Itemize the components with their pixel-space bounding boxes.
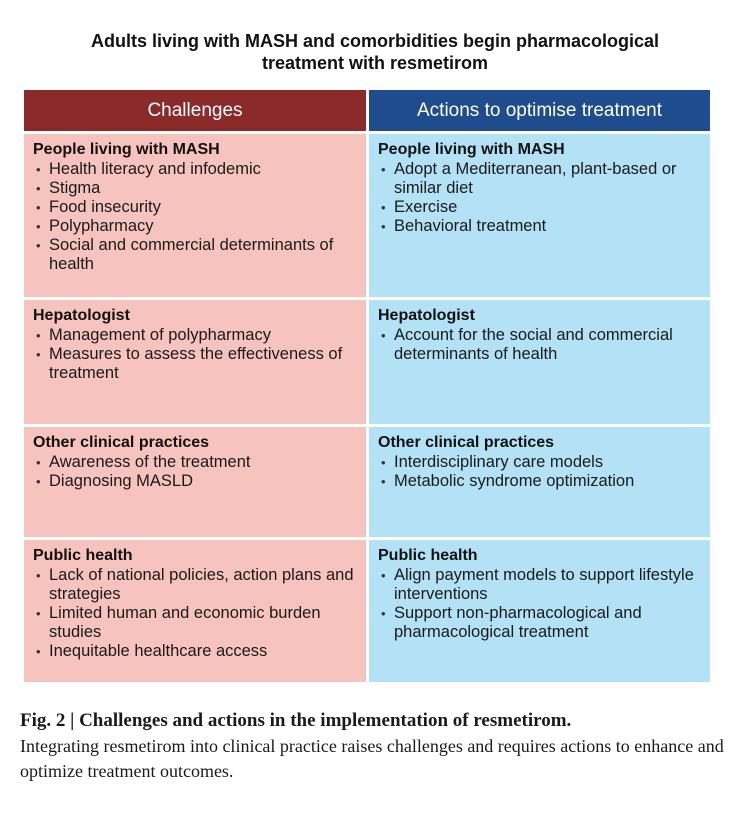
action-list xyxy=(378,326,702,364)
list-item: • Align payment models to support lifestyle interventions xyxy=(381,566,694,603)
list-item: • Account for the social and commercial determinants of health xyxy=(381,326,673,363)
challenges-cell-people xyxy=(24,134,366,297)
actions-cell-people xyxy=(369,134,710,297)
action-list xyxy=(378,160,702,236)
list-item: • Social and commercial determinants of health xyxy=(36,236,334,273)
bullet-icon: • xyxy=(36,200,41,215)
bullet-icon: • xyxy=(36,238,41,253)
challenges-header: Challenges xyxy=(24,90,366,131)
bullet-icon: • xyxy=(36,162,41,177)
bullet-icon: • xyxy=(36,219,41,234)
actions-cell-hepatologist xyxy=(369,300,710,424)
caption-title: Fig. 2 | Challenges and actions in the implementation of resmetirom. xyxy=(20,710,572,731)
list-item: • Adopt a Mediterranean, plant-based or similar diet xyxy=(381,160,677,197)
cell-heading: People living with MASH xyxy=(378,141,565,158)
list-item: • Management of polypharmacy xyxy=(36,326,271,344)
bullet-icon: • xyxy=(381,606,386,621)
bullet-icon: • xyxy=(36,181,41,196)
challenge-list xyxy=(33,160,358,274)
caption-text: Integrating resmetirom into clinical practice raises challenges and requires actions to enhance and optimize treatment outcomes. xyxy=(20,736,724,781)
bullet-icon: • xyxy=(381,328,386,343)
bullet-icon: • xyxy=(381,162,386,177)
figure-title-line-1: Adults living with MASH and comorbidities begin pharmacological xyxy=(90,31,660,51)
action-list xyxy=(378,566,702,642)
bullet-icon: • xyxy=(36,606,41,621)
challenges-cell-hepatologist xyxy=(24,300,366,424)
list-item: • Limited human and economic burden studies xyxy=(36,604,321,641)
list-item: • Support non-pharmacological and pharmacological treatment xyxy=(381,604,642,641)
figure-caption xyxy=(20,708,732,784)
actions-header: Actions to optimise treatment xyxy=(369,90,710,131)
figure-title-line-2: treatment with resmetirom xyxy=(261,53,489,73)
actions-cell-public-health xyxy=(369,540,710,682)
bullet-icon: • xyxy=(36,568,41,583)
action-list xyxy=(378,453,702,491)
challenges-cell-clinical-practices xyxy=(24,427,366,537)
cell-heading: People living with MASH xyxy=(33,141,220,158)
bullet-icon: • xyxy=(36,474,41,489)
figure-title xyxy=(20,30,730,74)
list-item: • Diagnosing MASLD xyxy=(36,472,193,490)
list-item: • Food insecurity xyxy=(36,198,161,216)
bullet-icon: • xyxy=(36,328,41,343)
list-item: • Health literacy and infodemic xyxy=(36,160,261,178)
bullet-icon: • xyxy=(36,644,41,659)
list-item: • Measures to assess the effectiveness of treatment xyxy=(36,345,343,382)
list-item: • Polypharmacy xyxy=(36,217,154,235)
challenge-list xyxy=(33,453,358,491)
bullet-icon: • xyxy=(381,568,386,583)
cell-heading: Hepatologist xyxy=(378,307,475,324)
list-item: • Interdisciplinary care models xyxy=(381,453,604,471)
challenges-cell-public-health xyxy=(24,540,366,682)
list-item: • Lack of national policies, action plans and strategies xyxy=(36,566,354,603)
list-item: • Exercise xyxy=(381,198,458,216)
list-item: • Stigma xyxy=(36,179,101,197)
bullet-icon: • xyxy=(36,455,41,470)
cell-heading: Public health xyxy=(378,547,478,564)
list-item: • Inequitable healthcare access xyxy=(36,642,268,660)
cell-heading: Other clinical practices xyxy=(378,434,555,451)
list-item: • Awareness of the treatment xyxy=(36,453,251,471)
challenge-list xyxy=(33,326,358,383)
cell-heading: Other clinical practices xyxy=(33,434,210,451)
bullet-icon: • xyxy=(381,200,386,215)
actions-cell-clinical-practices xyxy=(369,427,710,537)
cell-heading: Public health xyxy=(33,547,133,564)
bullet-icon: • xyxy=(381,474,386,489)
list-item: • Behavioral treatment xyxy=(381,217,547,235)
list-item: • Metabolic syndrome optimization xyxy=(381,472,635,490)
bullet-icon: • xyxy=(381,455,386,470)
challenge-list xyxy=(33,566,358,661)
bullet-icon: • xyxy=(381,219,386,234)
cell-heading: Hepatologist xyxy=(33,307,130,324)
bullet-icon: • xyxy=(36,347,41,362)
